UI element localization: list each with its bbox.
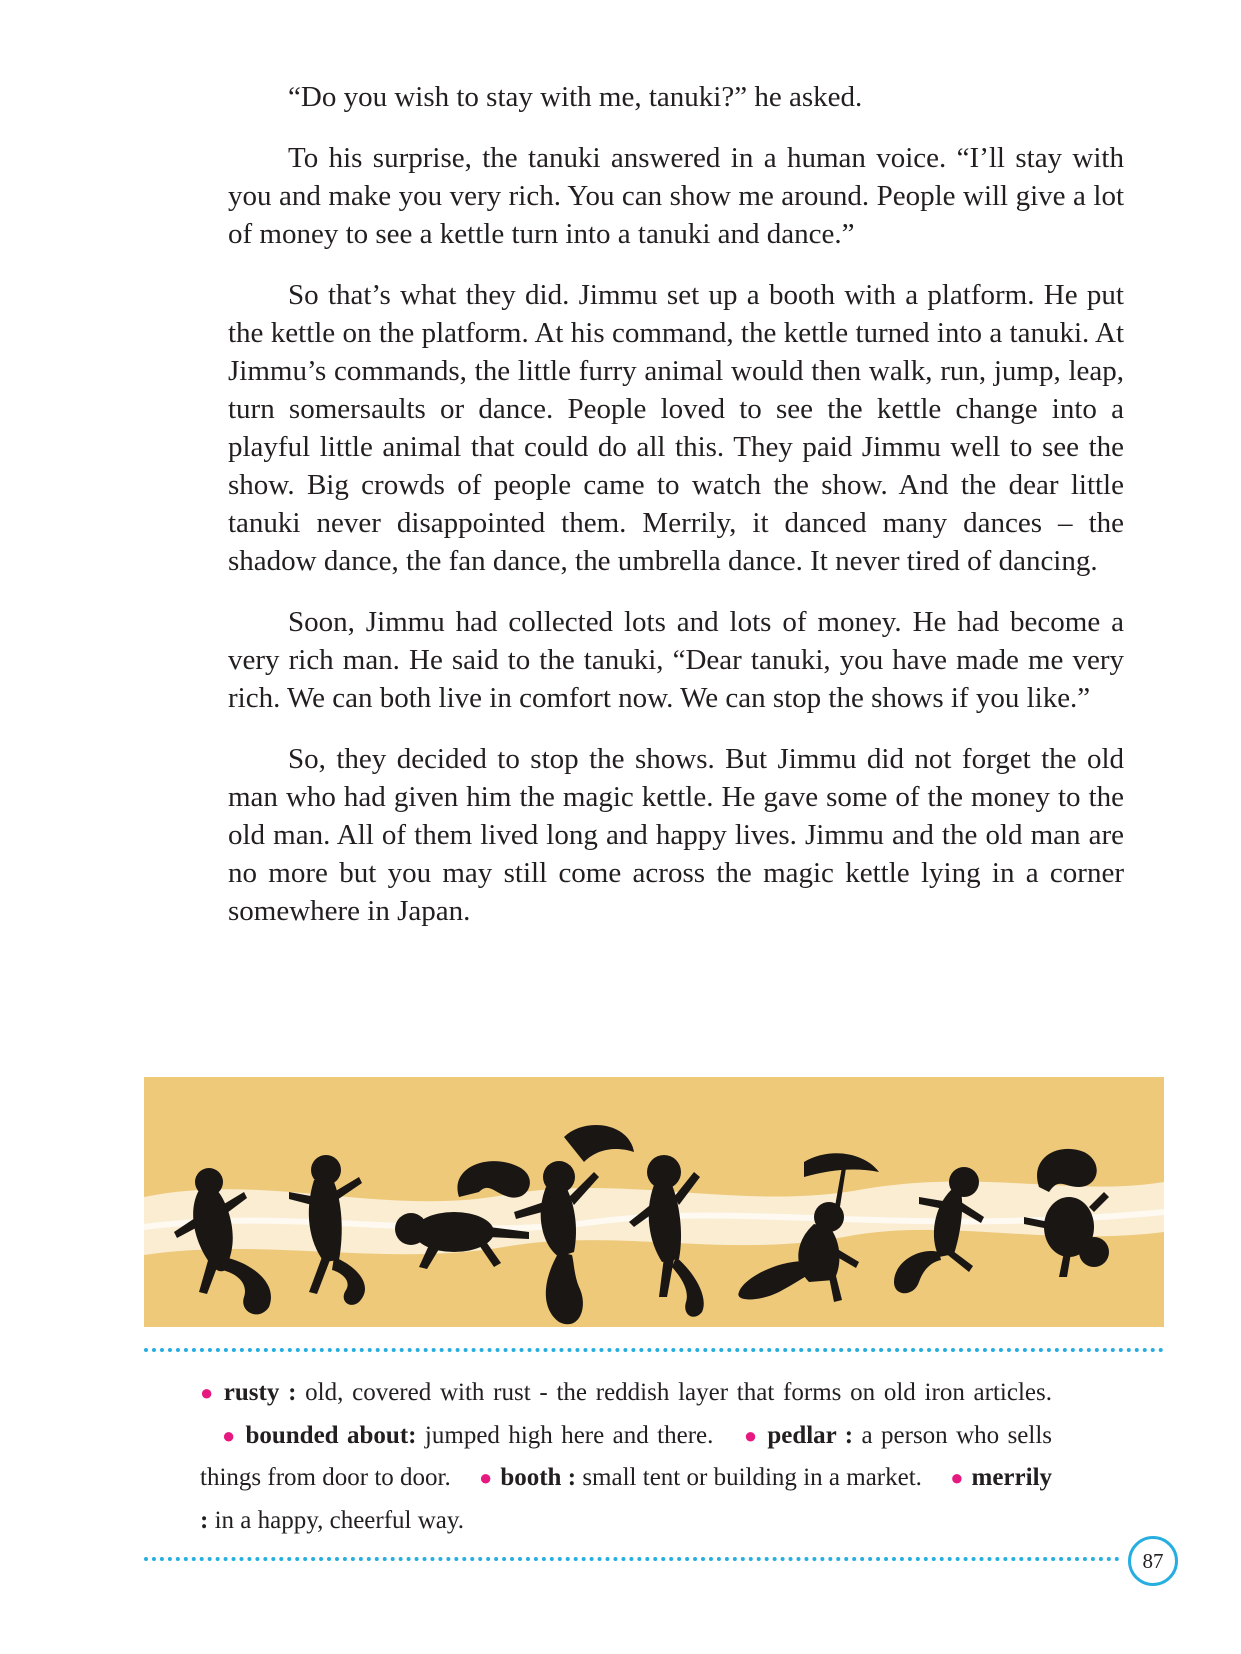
glossary-term: pedlar :	[767, 1421, 854, 1449]
bullet-icon: ●	[743, 1422, 760, 1448]
bullet-icon: ●	[479, 1465, 493, 1490]
glossary-definition: in a happy, cheerful way.	[214, 1506, 465, 1534]
story-paragraph: So that’s what they did. Jimmu set up a booth with a platform. He put the kettle on the platform. At his command, the kettle turned into a tanuki. At Jimmu’s commands, the little furry animal would then walk, run, jump, leap, turn somersaults or dance. People loved to see the kettle change into a playful little animal that could do all this. They paid Jimmu well to see the show. Big crowds of people came to watch the show. And the dear little tanuki never disappointed them. Merrily, it danced many dances – the shadow dance, the fan dance, the umbrella dance. It never tired of dancing.	[228, 279, 1124, 577]
story-paragraph: Soon, Jimmu had collected lots and lots of money. He had become a very rich man. He said to the tanuki, “Dear tanuki, you have made me very rich. We can both live in comfort now. We can stop the shows if you like.”	[228, 606, 1124, 714]
bullet-icon: ●	[222, 1422, 238, 1448]
glossary-top-divider	[144, 1348, 1164, 1352]
tanuki-silhouettes	[144, 1077, 1164, 1327]
glossary-definition: small tent or building in a market.	[582, 1464, 922, 1491]
story-paragraph: “Do you wish to stay with me, tanuki?” he asked.	[288, 81, 863, 113]
story-paragraph: To his surprise, the tanuki answered in a human voice. “I’ll stay with you and make you very rich. You can show me around. People will give a lot of money to see a kettle turn into a tanuki and dance.”	[228, 142, 1124, 250]
bullet-icon: ●	[950, 1465, 964, 1490]
glossary-definition: jumped high here and there.	[424, 1421, 714, 1449]
bullet-icon: ●	[200, 1380, 216, 1405]
glossary	[200, 1372, 1052, 1542]
dancing-tanuki-illustration	[144, 1077, 1164, 1327]
story-paragraph: So, they decided to stop the shows. But Jimmu did not forget the old man who had given him the magic kettle. He gave some of the money to the old man. All of them lived long and happy lives. Jimmu and the old man are no more but you may still come across the magic kettle lying in a corner somewhere in Japan.	[228, 743, 1124, 927]
glossary-term: booth :	[500, 1464, 577, 1491]
glossary-definition: old, covered with rust - the reddish layer that forms on old iron articles.	[305, 1379, 1052, 1406]
glossary-term: rusty :	[223, 1379, 297, 1406]
glossary-item	[200, 1379, 1052, 1406]
page-number: 87	[1128, 1536, 1178, 1586]
glossary-bottom-divider	[144, 1557, 1120, 1561]
glossary-definition: a person who sells things from door to door.	[200, 1421, 1053, 1491]
glossary-term: bounded about:	[245, 1421, 417, 1449]
glossary-term: merrily :	[200, 1464, 1053, 1534]
glossary-item	[222, 1422, 713, 1449]
glossary-item	[479, 1464, 922, 1491]
story-text	[228, 78, 1124, 953]
